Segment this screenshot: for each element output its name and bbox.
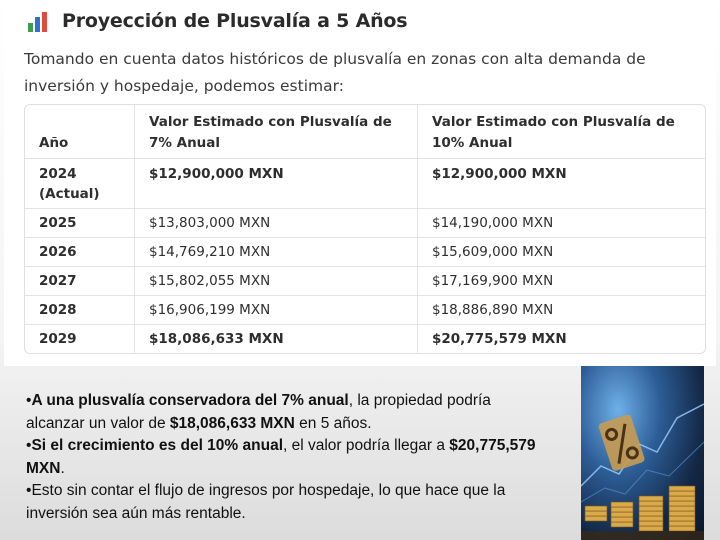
cell-value-7: $16,906,199 MXN <box>135 296 418 325</box>
page-title: Proyección de Plusvalía a 5 Años <box>62 10 408 32</box>
intro-text: Tomando en cuenta datos históricos de plusvalía en zonas con alta demanda de inversión y hospedaje, podemos estimar: <box>24 50 646 95</box>
cell-year: 2024 (Actual) <box>25 159 135 209</box>
bullet-bold: Si el crecimiento es del 10% anual <box>31 437 283 454</box>
cell-year: 2028 <box>25 296 135 325</box>
cell-year: 2027 <box>25 267 135 296</box>
column-header-10-percent: Valor Estimado con Plusvalía de 10% Anual <box>418 105 706 159</box>
bullet-text: , el valor podría llegar a <box>283 437 450 454</box>
cell-value-7: $14,769,210 MXN <box>135 238 418 267</box>
cell-value-7: $12,900,000 MXN <box>135 159 418 209</box>
table-row <box>25 267 705 296</box>
bar-chart-icon <box>28 10 50 32</box>
bullet-bold: A una plusvalía conservadora del 7% anual <box>31 392 349 409</box>
table-row <box>25 159 705 209</box>
cell-value-10: $17,169,900 MXN <box>418 267 706 296</box>
cell-value-10: $20,775,579 MXN <box>418 325 706 354</box>
cell-value-7: $13,803,000 MXN <box>135 209 418 238</box>
bullet-value: $18,086,633 MXN <box>169 414 295 432</box>
cell-value-7: $15,802,055 MXN <box>135 267 418 296</box>
cell-value-10: $14,190,000 MXN <box>418 209 706 238</box>
cell-value-10: $15,609,000 MXN <box>418 238 706 267</box>
bullet-text: en 5 años. <box>294 414 372 432</box>
column-header-7-percent: Valor Estimado con Plusvalía de 7% Anual <box>135 105 418 159</box>
table-header-row <box>25 105 705 159</box>
bullet-text: Esto sin contar el flujo de ingresos por hospedaje, lo que hace que la inversión sea aún más rentable. <box>26 482 506 522</box>
document-panel <box>4 0 716 366</box>
bullet-item: •A una plusvalía conservadora del 7% anual, la propiedad podría alcanzar un valor de $18,086,633 MXN en 5 años. <box>26 392 491 432</box>
bullet-list <box>26 390 546 525</box>
cell-value-10: $12,900,000 MXN <box>418 159 706 209</box>
cell-value-10: $18,886,890 MXN <box>418 296 706 325</box>
bullet-text: , la propiedad podría alcanzar un valor de <box>26 392 491 432</box>
percent-coins-growth-icon <box>581 366 704 540</box>
column-header-year: Año <box>25 105 135 159</box>
table-row <box>25 238 705 267</box>
bullet-value: $20,775,579 MXN <box>26 437 536 477</box>
table-row <box>25 325 705 354</box>
table-row <box>25 296 705 325</box>
bullet-item: •Esto sin contar el flujo de ingresos por hospedaje, lo que hace que la inversión sea aún más rentable. <box>26 482 506 522</box>
cell-year: 2026 <box>25 238 135 267</box>
table-row <box>25 209 705 238</box>
title-row <box>28 10 407 32</box>
bullet-item: •Si el crecimiento es del 10% anual, el valor podría llegar a $20,775,579 MXN. <box>26 437 536 477</box>
cell-value-7: $18,086,633 MXN <box>135 325 418 354</box>
cell-year: 2025 <box>25 209 135 238</box>
projection-table <box>24 104 706 354</box>
cell-year: 2029 <box>39 331 77 347</box>
bullet-text: . <box>60 459 65 477</box>
